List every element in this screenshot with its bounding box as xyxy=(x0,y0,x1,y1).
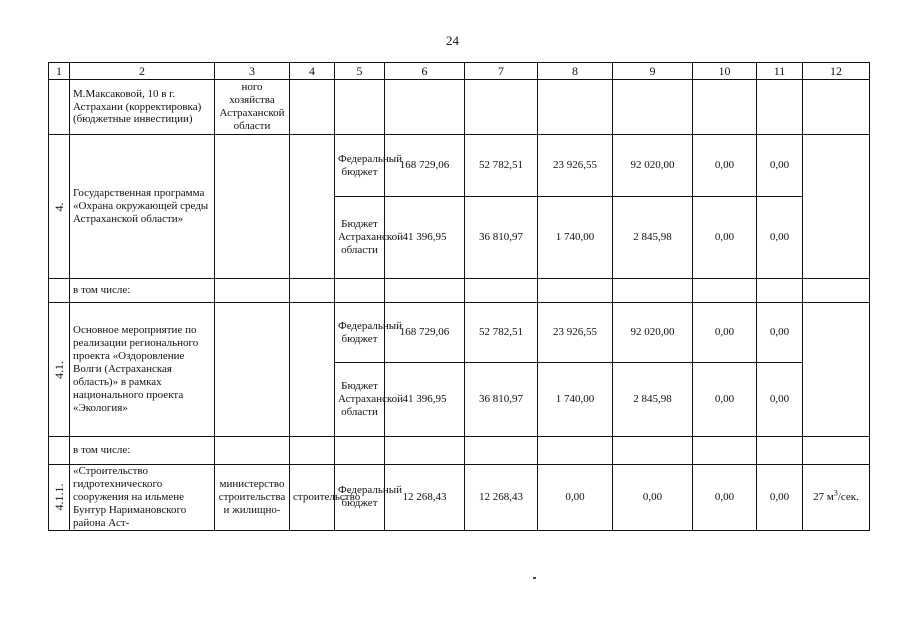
header-cell: 7 xyxy=(465,63,538,80)
header-cell: 2 xyxy=(70,63,215,80)
value-cell: 0,00 xyxy=(757,197,803,279)
value-cell: 0,00 xyxy=(693,465,757,531)
project-name: «Строительство гидротехнического сооружения на ильмене Бунтур Наримановского района Аст- xyxy=(70,465,215,531)
subtotal-label: в том числе: xyxy=(70,437,215,465)
program-name: Основное мероприятие по реализации регионального проекта «Оздоровление Волги (Астраханская область)» в рамках национального проекта «Экология» xyxy=(70,303,215,437)
value-cell: 1 740,00 xyxy=(538,363,613,437)
responsible-executor: министерство строительства и жилищно- xyxy=(215,465,290,531)
funding-source: Бюджет Астраханской области xyxy=(335,363,385,437)
continued-name: М.Максаковой, 10 в г. Астрахани (корректировка) (бюджетные инвестиции) xyxy=(70,80,215,135)
row-number: 4. xyxy=(49,135,70,279)
value-cell: 0,00 xyxy=(613,465,693,531)
value-cell: 1 740,00 xyxy=(538,197,613,279)
value-cell: 23 926,55 xyxy=(538,303,613,363)
value-cell: 92 020,00 xyxy=(613,135,693,197)
header-cell: 4 xyxy=(290,63,335,80)
work-type: строительство xyxy=(290,465,335,531)
header-cell: 10 xyxy=(693,63,757,80)
value-cell: 23 926,55 xyxy=(538,135,613,197)
header-cell: 3 xyxy=(215,63,290,80)
header-cell: 6 xyxy=(385,63,465,80)
table-row xyxy=(49,465,870,531)
value-cell: 168 729,06 xyxy=(385,135,465,197)
header-cell: 1 xyxy=(49,63,70,80)
value-cell: 0,00 xyxy=(693,363,757,437)
value-cell: 36 810,97 xyxy=(465,197,538,279)
value-cell: 0,00 xyxy=(693,135,757,197)
header-row xyxy=(49,63,870,80)
row-number: 4.1.1. xyxy=(49,465,70,531)
header-cell: 9 xyxy=(613,63,693,80)
value-cell: 12 268,43 xyxy=(465,465,538,531)
value-cell: 92 020,00 xyxy=(613,303,693,363)
value-cell: 0,00 xyxy=(538,465,613,531)
header-cell: 5 xyxy=(335,63,385,80)
value-cell: 0,00 xyxy=(693,197,757,279)
value-cell: 52 782,51 xyxy=(465,303,538,363)
value-cell: 168 729,06 xyxy=(385,303,465,363)
capacity-cell: 27 $м^3$/сек. xyxy=(803,465,870,531)
value-cell: 41 396,95 xyxy=(385,363,465,437)
table-row xyxy=(49,303,870,363)
funding-source: Бюджет Астраханской области xyxy=(335,197,385,279)
value-cell: 2 845,98 xyxy=(613,197,693,279)
subtotal-label: в том числе: xyxy=(70,279,215,303)
header-cell: 12 xyxy=(803,63,870,80)
value-cell: 12 268,43 xyxy=(385,465,465,531)
value-cell: 41 396,95 xyxy=(385,197,465,279)
table-row xyxy=(49,135,870,197)
row-number: 4.1. xyxy=(49,303,70,437)
page-number: 24 xyxy=(446,33,459,48)
value-cell: 36 810,97 xyxy=(465,363,538,437)
table-row xyxy=(49,80,870,135)
scan-speck xyxy=(533,577,536,579)
value-cell: 0,00 xyxy=(757,465,803,531)
continued-responsible: ного хозяйства Астраханской области xyxy=(215,80,290,135)
table-row xyxy=(49,279,870,303)
funding-source: Федеральный бюджет xyxy=(335,303,385,363)
header-cell: 8 xyxy=(538,63,613,80)
value-cell: 2 845,98 xyxy=(613,363,693,437)
value-cell: 0,00 xyxy=(757,303,803,363)
value-cell: 52 782,51 xyxy=(465,135,538,197)
program-name: Государственная программа «Охрана окружающей среды Астраханской области» xyxy=(70,135,215,279)
value-cell: 0,00 xyxy=(757,135,803,197)
funding-source: Федеральный бюджет xyxy=(335,465,385,531)
budget-table xyxy=(48,62,870,531)
header-cell: 11 xyxy=(757,63,803,80)
funding-source: Федеральный бюджет xyxy=(335,135,385,197)
table-row xyxy=(49,437,870,465)
value-cell: 0,00 xyxy=(757,363,803,437)
value-cell: 0,00 xyxy=(693,303,757,363)
